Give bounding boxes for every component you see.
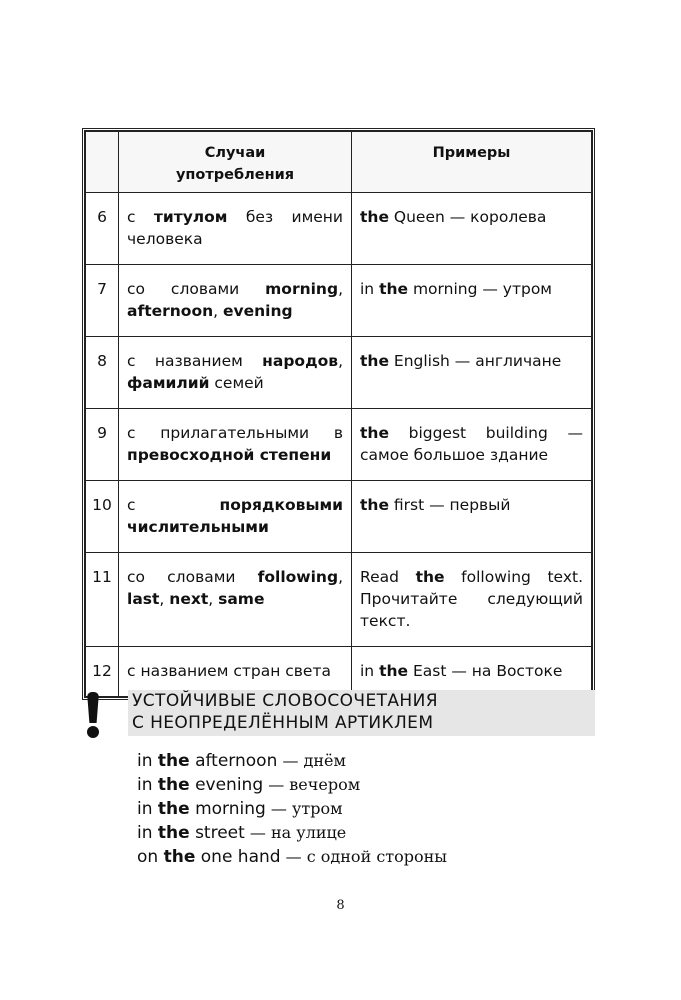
example-cell xyxy=(352,647,592,697)
row-number: 6 xyxy=(86,193,119,265)
phrase-post: morning xyxy=(189,799,266,819)
bold-text: the xyxy=(415,568,445,586)
phrase-pre: in xyxy=(137,799,158,819)
bold-text: same xyxy=(218,590,265,608)
usage-cell xyxy=(119,409,352,481)
bold-text: титулом xyxy=(153,208,228,226)
phrase-art: the xyxy=(163,847,196,867)
text: , xyxy=(208,590,219,608)
bold-text: next xyxy=(169,590,209,608)
usage-cell xyxy=(119,337,352,409)
phrase-item xyxy=(137,797,447,821)
usage-cell xyxy=(119,265,352,337)
articles-table xyxy=(85,131,592,697)
phrase-ru: — на улице xyxy=(244,823,347,842)
text: с xyxy=(127,208,154,226)
header-examples: Примеры xyxy=(352,132,592,193)
phrase-item xyxy=(137,821,447,845)
usage-cell xyxy=(119,647,352,697)
header-num xyxy=(86,132,119,193)
text: in xyxy=(360,280,380,298)
callout-banner xyxy=(128,690,595,736)
phrase-art: the xyxy=(157,775,190,795)
text: Read xyxy=(360,568,416,586)
text: Queen — королева xyxy=(388,208,547,226)
bold-text: afternoon xyxy=(127,302,214,320)
example-cell xyxy=(352,265,592,337)
bold-text: morning xyxy=(265,280,339,298)
row-number: 9 xyxy=(86,409,119,481)
text: morning — утром xyxy=(408,280,553,298)
table-row xyxy=(86,409,592,481)
bold-text: following xyxy=(257,568,339,586)
text: семей xyxy=(209,374,264,392)
text: , xyxy=(338,352,343,370)
text: , xyxy=(159,590,170,608)
text: English — англичане xyxy=(388,352,562,370)
example-cell xyxy=(352,193,592,265)
phrase-pre: in xyxy=(137,751,158,771)
text: , xyxy=(338,568,343,586)
bold-text: the xyxy=(360,496,389,514)
phrase-item xyxy=(137,773,447,797)
phrase-art: the xyxy=(157,823,190,843)
text: , xyxy=(213,302,223,320)
phrase-post: one hand xyxy=(195,847,281,867)
table-header-row xyxy=(86,132,592,193)
phrase-item xyxy=(137,749,447,773)
page-number: 8 xyxy=(336,898,345,913)
text: first — первый xyxy=(388,496,511,514)
phrase-post: afternoon xyxy=(189,751,278,771)
bold-text: народов xyxy=(262,352,339,370)
usage-cell xyxy=(119,193,352,265)
text: in xyxy=(360,662,380,680)
bold-text: last xyxy=(127,590,160,608)
text: со словами xyxy=(127,568,258,586)
phrase-post: evening xyxy=(189,775,264,795)
row-number: 10 xyxy=(86,481,119,553)
phrase-ru: — днём xyxy=(277,751,346,770)
phrase-list xyxy=(137,749,447,869)
phrase-pre: in xyxy=(137,823,158,843)
phrase-pre: in xyxy=(137,775,158,795)
text: , xyxy=(338,280,343,298)
text: с названием стран света xyxy=(127,662,331,680)
phrase-item xyxy=(137,845,447,869)
row-number: 12 xyxy=(86,647,119,697)
header-use: Случаи употребления xyxy=(119,132,352,193)
text: East — на Востоке xyxy=(408,662,563,680)
exclamation-icon xyxy=(82,690,106,738)
phrase-post: street xyxy=(189,823,245,843)
bold-text: the xyxy=(360,424,389,442)
table-row xyxy=(86,481,592,553)
example-cell xyxy=(352,337,592,409)
phrase-art: the xyxy=(157,751,190,771)
callout-title-line2: С НЕОПРЕДЕЛЁННЫМ АРТИКЛЕМ xyxy=(132,713,434,733)
phrase-ru: — утром xyxy=(265,799,343,818)
bold-text: the xyxy=(360,352,389,370)
table-body xyxy=(86,193,592,697)
bold-text: порядковыми числительными xyxy=(127,496,343,536)
phrase-art: the xyxy=(157,799,190,819)
bold-text: превосходной степени xyxy=(127,446,332,464)
usage-cell xyxy=(119,481,352,553)
text: с прилагательными в xyxy=(127,424,343,442)
text: со словами xyxy=(127,280,266,298)
example-cell xyxy=(352,481,592,553)
bold-text: the xyxy=(379,280,409,298)
table-row xyxy=(86,337,592,409)
bold-text: the xyxy=(360,208,389,226)
bold-text: evening xyxy=(223,302,293,320)
row-number: 11 xyxy=(86,553,119,647)
text: following text. Прочитайте следующий текст. xyxy=(360,568,583,630)
example-cell xyxy=(352,553,592,647)
table-row xyxy=(86,265,592,337)
example-cell xyxy=(352,409,592,481)
articles-table-frame xyxy=(82,128,595,700)
phrase-ru: — вечером xyxy=(263,775,361,794)
table-row xyxy=(86,193,592,265)
callout-title-line1: УСТОЙЧИВЫЕ СЛОВОСОЧЕТАНИЯ xyxy=(132,691,438,711)
row-number: 7 xyxy=(86,265,119,337)
row-number: 8 xyxy=(86,337,119,409)
text: с xyxy=(127,496,220,514)
text: biggest building — самое большое здание xyxy=(360,424,583,464)
bold-text: the xyxy=(379,662,409,680)
phrase-pre: on xyxy=(137,847,164,867)
phrase-ru: — с одной стороны xyxy=(280,847,448,866)
text: с названием xyxy=(127,352,263,370)
usage-cell xyxy=(119,553,352,647)
text: без имени человека xyxy=(127,208,344,248)
table-row xyxy=(86,553,592,647)
bold-text: фамилий xyxy=(127,374,210,392)
table-row xyxy=(86,647,592,697)
